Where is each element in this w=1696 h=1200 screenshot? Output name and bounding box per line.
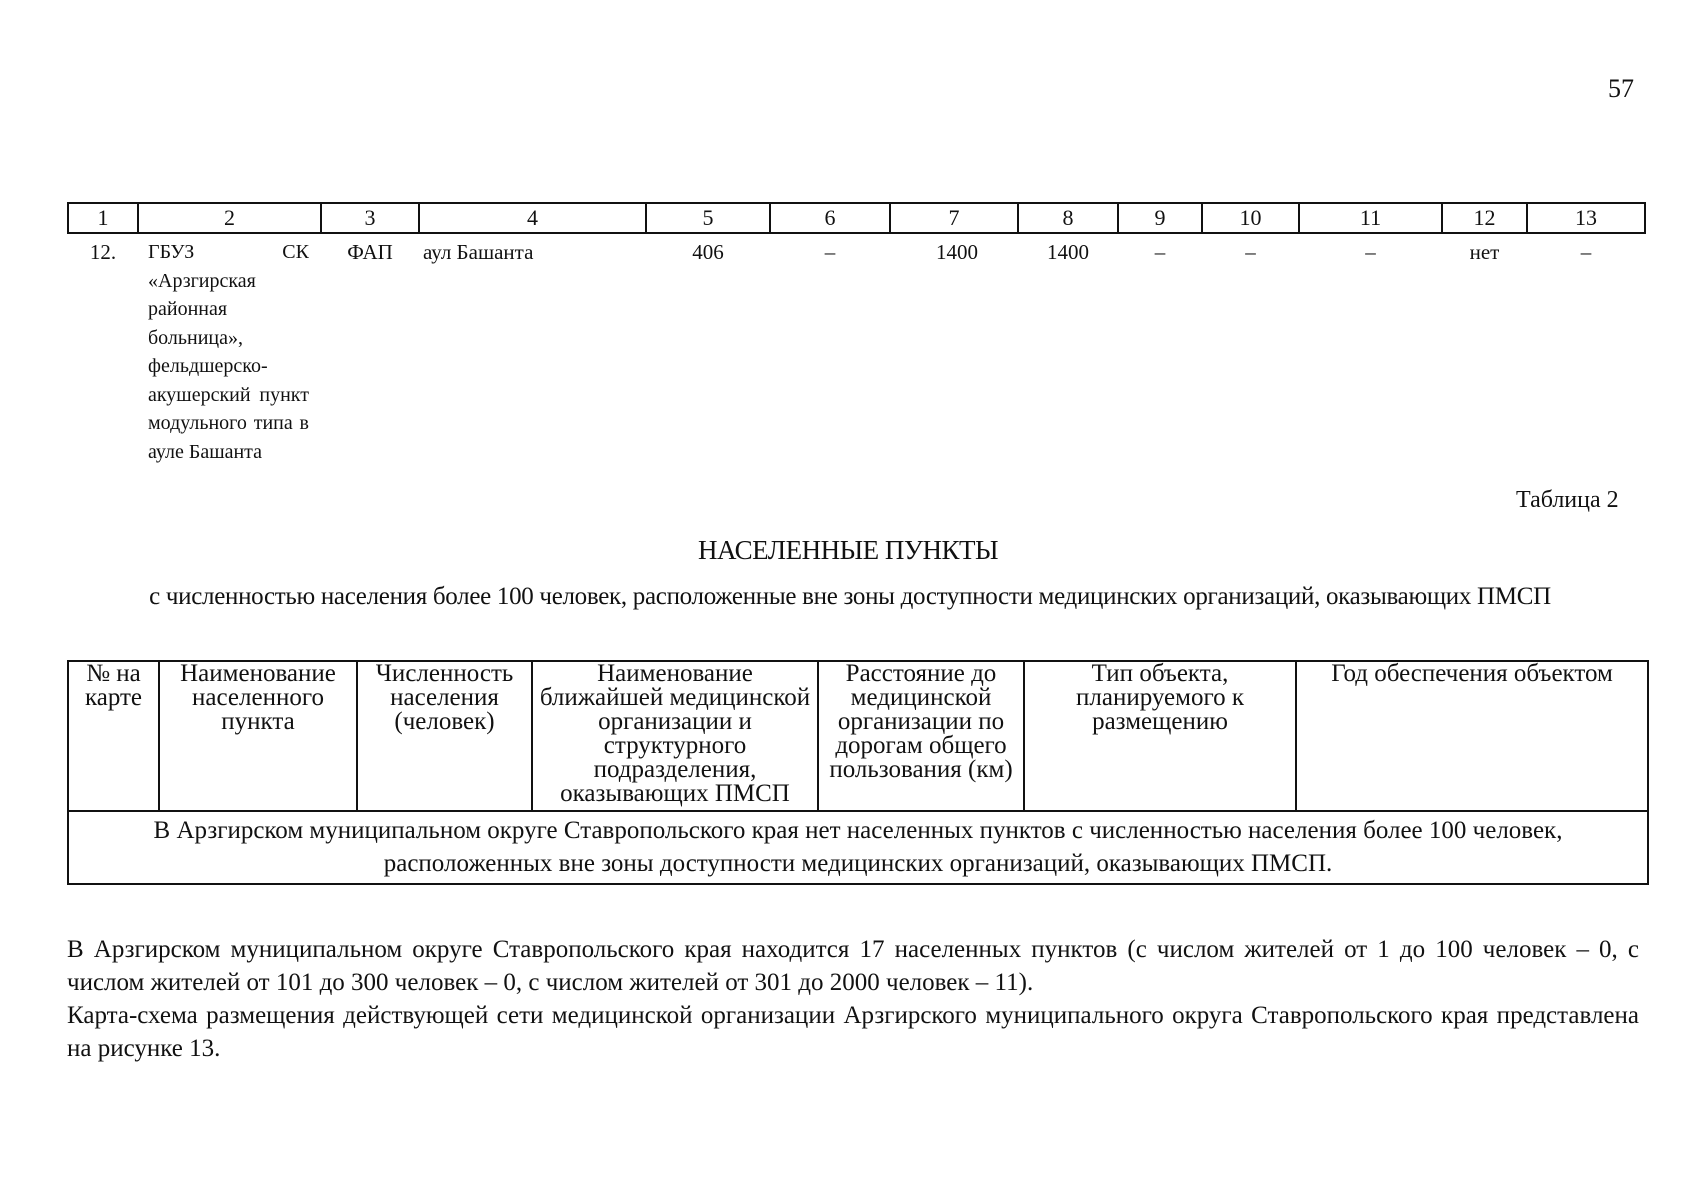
column-header: Год обеспечения объектом	[1296, 661, 1648, 811]
column-header: Наименование населенного пункта	[159, 661, 357, 811]
column-number: 10	[1202, 203, 1299, 233]
table-cell: 1400	[936, 240, 978, 264]
column-number: 9	[1118, 203, 1202, 233]
row-number-cell: 12.	[89, 240, 117, 264]
table-row	[68, 233, 1645, 466]
column-number: 7	[890, 203, 1018, 233]
column-number: 1	[68, 203, 138, 233]
facility-type-cell: ФАП	[347, 240, 393, 264]
section-subtitle: с численностью населения более 100 человек, расположенные вне зоны доступности медицинских организаций, оказывающих ПМСП	[149, 583, 1551, 610]
table-cell: –	[824, 240, 836, 264]
column-number-row	[68, 203, 1645, 233]
table-cell: –	[1245, 240, 1256, 264]
table-cell: –	[1580, 240, 1592, 264]
table-cell: 1400	[1047, 240, 1089, 264]
column-number: 11	[1299, 203, 1442, 233]
no-settlements-message: В Арзгирском муниципальном округе Ставропольского края нет населенных пунктов с численностью населения более 100 человек, расположенных вне зоны доступности медицинских организаций, оказывающих ПМСП.	[68, 811, 1648, 884]
column-header: № на карте	[68, 661, 159, 811]
table-caption: Таблица 2	[1516, 487, 1619, 513]
column-number: 13	[1527, 203, 1645, 233]
column-header: Расстояние до медицинской организации по дорогам общего пользования (км)	[818, 661, 1024, 811]
table-cell: –	[1365, 240, 1376, 264]
column-number: 12	[1442, 203, 1527, 233]
organization-name-cell: ГБУЗ СК «Арзгирская районная больница», фельдшерско-акушерский пункт модульного типа в ауле Башанта	[148, 241, 309, 463]
medical-facilities-table-continuation	[67, 202, 1646, 466]
header-row	[68, 661, 1648, 811]
column-number: 4	[419, 203, 646, 233]
column-number: 2	[138, 203, 321, 233]
table-cell: нет	[1469, 240, 1500, 264]
column-header: Тип объекта, планируемого к размещению	[1024, 661, 1296, 811]
table-row	[68, 811, 1648, 884]
column-header: Численность населения (человек)	[357, 661, 532, 811]
paragraph-settlement-count: В Арзгирском муниципальном округе Ставропольского края находится 17 населенных пунктов (с числом жителей от 1 до 100 человек – 0, с числом жителей от 101 до 300 человек – 0, с числом жителей от 301 до 2000 человек – 11).	[67, 936, 1639, 996]
column-header: Наименование ближайшей медицинской организации и структурного подразделения, оказывающих ПМСП	[532, 661, 818, 811]
column-number: 8	[1018, 203, 1118, 233]
settlements-table	[67, 660, 1649, 885]
paragraph-map-reference: Карта-схема размещения действующей сети медицинской организации Арзгирского муниципального округа Ставропольского края представлена на рисунке 13.	[67, 1002, 1639, 1062]
column-number: 6	[770, 203, 890, 233]
table-cell: 406	[692, 240, 724, 264]
table-cell: –	[1154, 240, 1166, 264]
section-title: НАСЕЛЕННЫЕ ПУНКТЫ	[697, 535, 999, 565]
column-number: 3	[321, 203, 419, 233]
settlement-cell: аул Башанта	[423, 240, 534, 264]
column-number: 5	[646, 203, 770, 233]
page-number: 57	[1608, 74, 1634, 103]
